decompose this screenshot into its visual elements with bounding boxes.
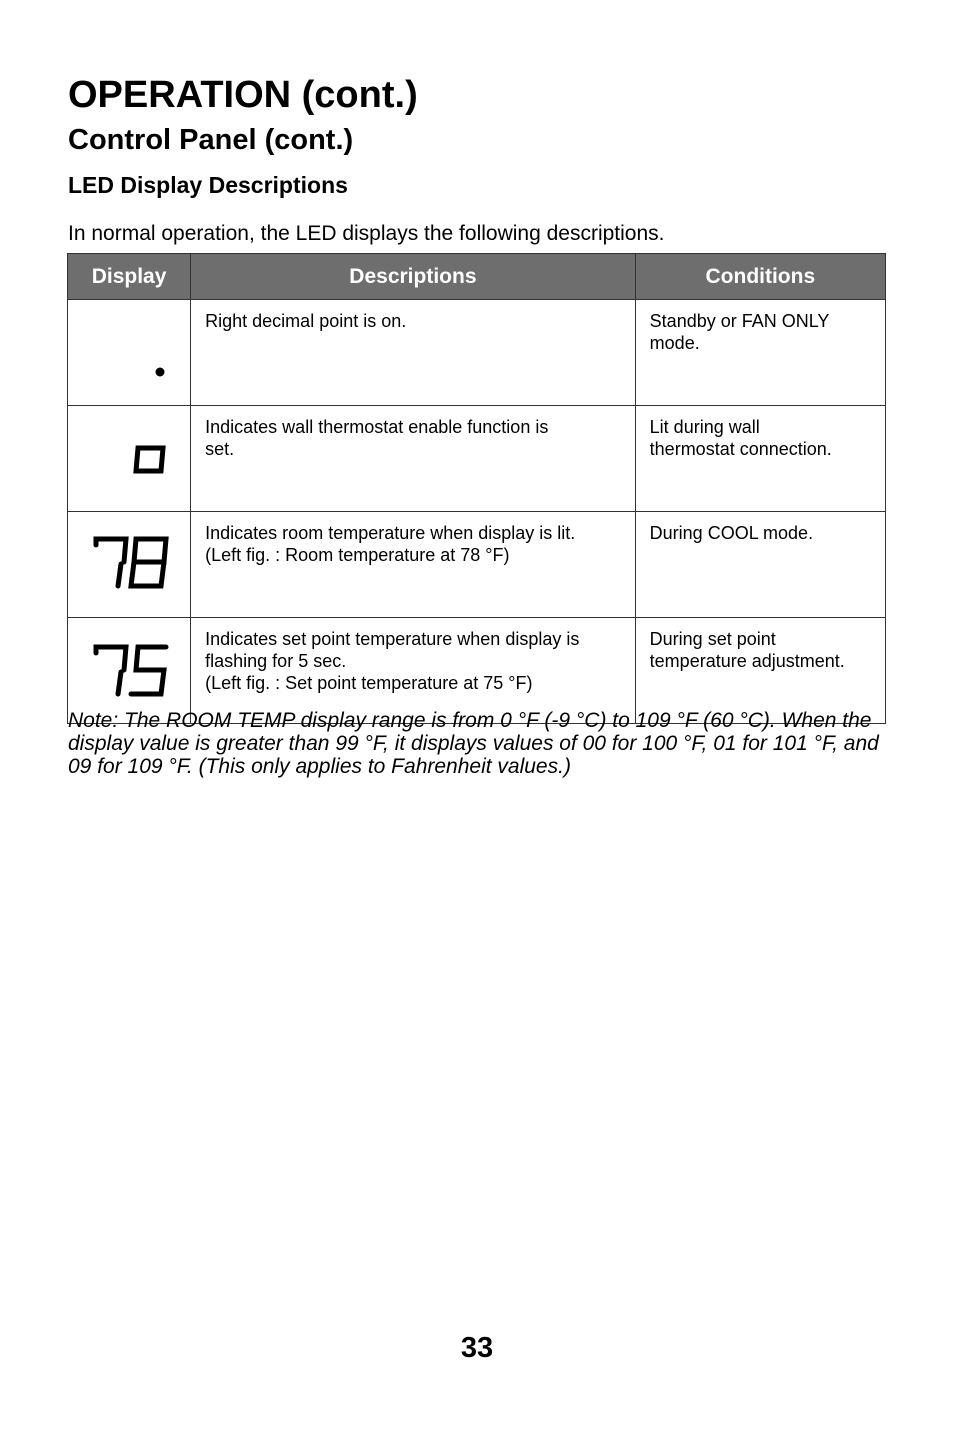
led-display-cell [68,300,191,406]
condition-cell: Standby or FAN ONLY mode. [635,300,885,406]
header-descriptions: Descriptions [191,254,636,300]
note-text: Note: The ROOM TEMP display range is from 0 °F (-9 °C) to 109 °F (60 °C). When the display value is greater than 99 °F, it displays values of 00 for 100 °F, 01 for 101 °F, and 09 for 109 °F. (This only applies to Fahrenheit values.) [68,709,879,778]
table-row [68,618,886,724]
led-display-cell [68,618,191,724]
led-display-cell [68,512,191,618]
header-conditions: Conditions [635,254,885,300]
description-cell: Right decimal point is on. [191,300,636,406]
condition-cell: During COOL mode. [635,512,885,618]
page-title: OPERATION (cont.) [68,74,418,116]
page-number: 33 [460,1332,494,1364]
table-row [68,512,886,618]
table-header-row [68,254,886,300]
description-cell: Indicates wall thermostat enable function is set. [191,406,636,512]
intro-text: In normal operation, the LED displays the following descriptions. [68,222,665,245]
led-decimal-point-icon [68,300,189,395]
table-row [68,300,886,406]
subsection-title: LED Display Descriptions [68,172,348,198]
led-display-cell [68,406,191,512]
condition-cell: During set point temperature adjustment. [635,618,885,724]
section-title: Control Panel (cont.) [68,124,354,156]
led-description-table [67,253,886,724]
table-row [68,406,886,512]
led-78-segment-icon [68,512,189,607]
condition-cell: Lit during wall thermostat connection. [635,406,885,512]
description-cell: Indicates set point temperature when display is flashing for 5 sec. (Left fig. : Set point temperature at 75 °F) [191,618,636,724]
led-o-segment-icon [68,406,189,501]
header-display: Display [68,254,191,300]
description-cell: Indicates room temperature when display is lit. (Left fig. : Room temperature at 78 °F) [191,512,636,618]
led-75-segment-icon [68,618,189,713]
